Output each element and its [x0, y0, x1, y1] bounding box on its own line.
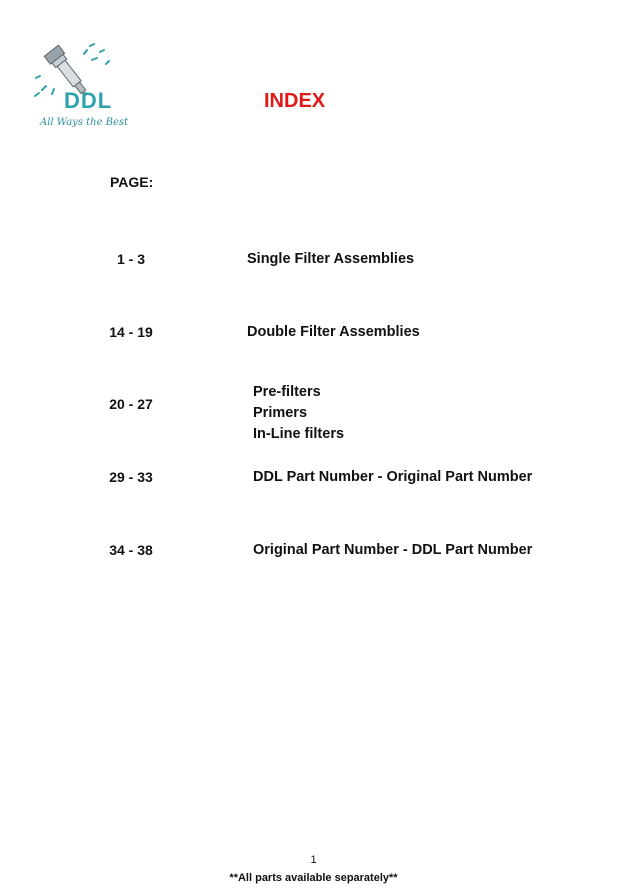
entry-range: 34 - 38	[109, 542, 153, 558]
entry-line: Single Filter Assemblies	[247, 251, 415, 267]
entry-description	[247, 249, 414, 270]
logo-brand: DDL	[64, 88, 113, 113]
entry-description	[253, 540, 532, 561]
entry-line: Original Part Number - DDL Part Number	[253, 542, 533, 558]
entry-range: 29 - 33	[109, 469, 153, 485]
entry-range: 20 - 27	[109, 396, 153, 412]
entry-description	[247, 322, 420, 343]
entry-range: 1 - 3	[116, 251, 145, 267]
entry-line: Double Filter Assemblies	[247, 324, 420, 340]
entry-description	[253, 382, 344, 445]
logo-slogan: All Ways the Best	[40, 117, 129, 128]
entry-line: Pre-filters	[253, 384, 321, 400]
footer-note: **All parts available separately**	[229, 872, 398, 884]
entry-line: In-Line filters	[253, 426, 345, 442]
page-column-label: PAGE:	[110, 174, 154, 190]
page-number: 1	[310, 854, 317, 866]
page-title: INDEX	[264, 90, 326, 112]
entry-range: 14 - 19	[109, 324, 153, 340]
entry-line: DDL Part Number - Original Part Number	[253, 469, 533, 485]
entry-description	[253, 467, 532, 488]
entry-line: Primers	[253, 405, 308, 421]
